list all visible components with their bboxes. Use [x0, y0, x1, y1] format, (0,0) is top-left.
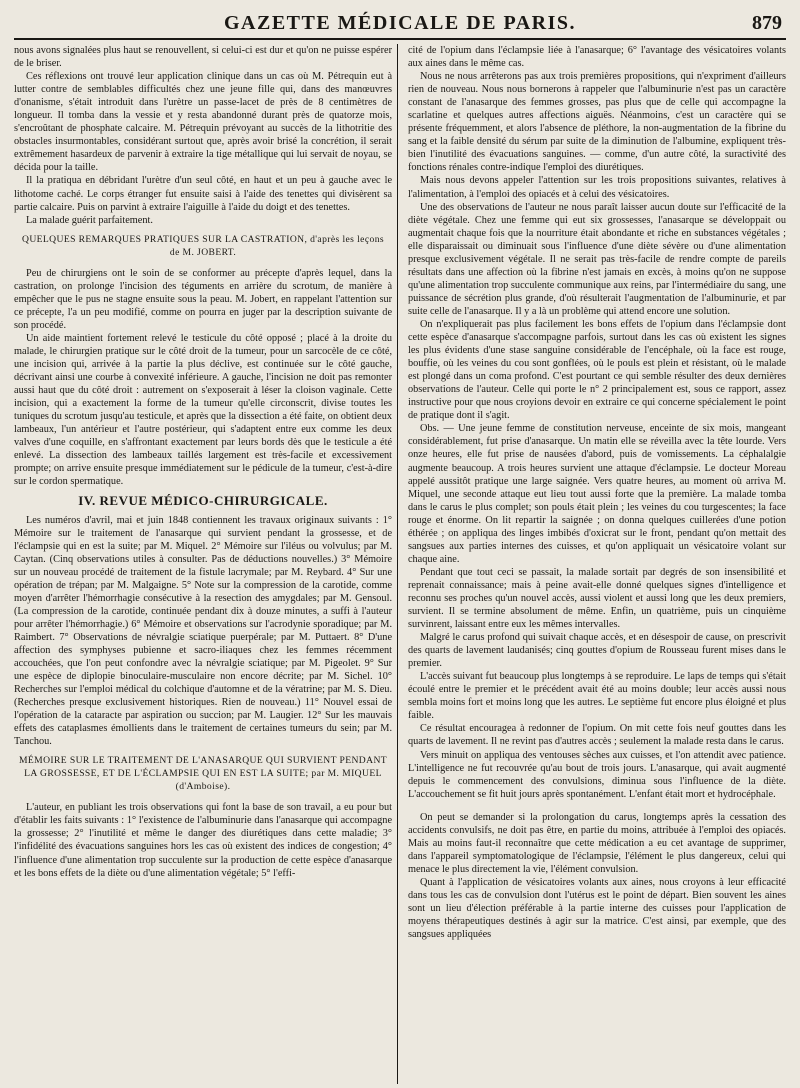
paragraph: Il la pratiqua en débridant l'urètre d'un seul côté, en haut et un peu à gauche avec le lithotome caché. Le corps étranger fut ensuite saisi à l'aide des tenettes qui divisèrent sa partie calcaire. Puis on parvint à extraire l'aiguille à l'aide du doigt et des tenettes.	[14, 175, 393, 213]
paragraph: Obs. — Une jeune femme de constitution nerveuse, enceinte de six mois, mangeant considérablement, fut prise d'anasarque. Un matin elle se réveilla avec la tête lourde. Vers onze heures, elle fut prise de nausées d'abord, puis de vomissements. La céphalalgie augmente beaucoup. A trois heures survient une attaque d'éclampsie. Le docteur Moreau appelé aussitôt pratique une large saignée. Vers quatre heures, au moment où arriva M. Miquel, une seconde attaque eut lieu tout aussi forte que la première. La malade tomba dans le carus le plus complet; son pouls était plein ; les veines du cou turgescentes; la face rouge et énorme. On lit repartir la saignée ; on donna quelques cuillerées d'une potion éthérée ; on appliqua des linges imbibés d'oxicrat sur le front, pendant qu'on mettait des sangsues aux parties internes des cuisses, et qu'on appliquait un vésicatoire volant sur chaque aine.	[407, 423, 786, 565]
paragraph: La malade guérit parfaitement.	[26, 214, 153, 226]
paragraph: Quant à l'application de vésicatoires volants aux aines, nous croyons à leur efficacité dans tous les cas de convulsion dont l'utérus est le point de départ. Bien souvent les aines sont un lieu d'élection préférable à la partie interne des cuisses pour l'application de moyens thérapeutiques destinés à agir sur la matrice. C'est ainsi, par exemple, que des sangsues appliquées	[407, 876, 786, 941]
page-number: 879	[752, 12, 782, 34]
paragraph: On n'expliquerait pas plus facilement les bons effets de l'opium dans l'éclampsie dont cette espèce d'anasarque s'accompagne parfois, surtout dans les cas où existent les signes les plus évidents d'une stase sanguine considérable de l'encéphale, où la face est rouge, bouffie, où les veines du cou sont gonflées, où le pouls est plein et résistant, où le malade est plongé dans un coma profond. C'est pourtant ce qui semble résulter des deux dernières observations de l'auteur. Celle qui porte le n° 2 principalement est, sous ce rapport, assez instructive pour que nous croyions devoir en extraire ce qui concerne spécialement le point de pratique dont il s'agit.	[407, 318, 786, 422]
paragraph: Vers minuit on appliqua des ventouses sèches aux cuisses, et l'on attendit avec patience. L'intelligence ne fut recouvrée qu'au bout de trois jours. L'anasarque, qui avait augmenté depuis le commencement des convulsions, diminua sous l'influence de la diète. L'accouchement se fit huit jours après spontanément. L'enfant était mort et hydrocéphale.	[407, 749, 786, 800]
paragraph: Peu de chirurgiens ont le soin de se conformer au précepte d'après lequel, dans la castration, on prolonge l'incision des téguments en arrière du scrotum, de manière à empêcher que le pus ne stagne ensuite sous la peau. M. Jobert, en rappelant l'attention sur ce précepte, l'a un peu modifié, comme on pourra en juger par la description suivante de son procédé.	[14, 267, 393, 331]
column-rule	[397, 44, 408, 1084]
paragraph: Nous ne nous arrêterons pas aux trois premières propositions, qui n'expriment d'ailleurs rien de nouveau. Nous nous bornerons à rappeler que l'albuminurie n'est pas un caractère constant de l'anasarque des femmes grosses, pas plus que de celle qui accompagne la scarlatine et quelques autres affections aiguës. Néanmoins, c'est un caractère qui se présente fréquemment, et alors l'absence de pléthore, la non-augmentation de la fibrine du sang et la faible densité du sérum par suite de la diminution de l'albumine, expliquent très-bien l'inutilité des évacuations sanguines. — comme, d'un autre côté, la suractivité des fonctions rénales contre-indique l'emploi des diurétiques.	[407, 71, 786, 174]
left-column	[14, 44, 392, 1084]
paragraph: Ces réflexions ont trouvé leur application clinique dans un cas où M. Pétrequin eut à lutter contre de semblables difficultés chez une jeune fille qui, dans des manœuvres d'onanisme, s'était introduit dans l'urètre un passe-lacet de près de 8 centimètres de longueur. Il tomba dans la vessie et y resta abandonné durant près de quatorze mois, s'encroûtant de phosphate calcaire. M. Pétrequin prévoyant au succès de la lithotritie des obstacles insurmontables, considérant surtout que, après avoir brisé la concrétion, il serait extrêmement hasardeux de parvenir à extraire la tige métallique qui lui servait de noyau, se décida pour la taille.	[14, 71, 393, 174]
paragraph: Les numéros d'avril, mai et juin 1848 contiennent les travaux originaux suivants : 1° Mémoire sur le traitement de l'anasarque qui survient pendant la grossesse, et de l'éclampsie qui en est la suite; par M. Miquel. 2° Mémoire sur l'iléus ou volvulus; par M. Caytan. (Cinq observations utiles à consulter. Pas de déductions nouvelles.) 3° Mémoire sur un nouveau procédé de traitement de la fistule lacrymale; par M. Reybard. 4° Sur une opération de trépan; par M. Malgaigne. 5° Note sur la compression de la carotide, comme moyen d'arrêter l'hémorrhagie consécutive à la resection des amygdales; par M. Gensoul. (La compression de la carotide, continuée pendant dix à douze minutes, a suffi à l'auteur pour arrêter l'hémorrhagie.) 6° Mémoire et observations sur l'acrodynie sporadique; par M. Raimbert. 7° Observations de névralgie sciatique puerpérale; par M. Puttaert. 8° D'une affection des symphyses pubienne et sacro-iliaques chez les femmes récemment accouchées, que l'on peut confondre avec la névralgie sciatique; par M. Pigeolet. 9° Sur une espèce de diplopie binoculaire-musculaire non encore décrite; par M. Sichel. 10° Recherches sur l'emploi médical du colchique d'automne et de la vératrine; par M. S. Dieu. (Recherches presque exclusivement historiques. Rien de nouveau.) 11° Nouvel essai de l'opération de la cataracte par aspiration ou succion; par M. Laugier. 12° Sur les mauvais effets des cataplasmes émollients dans le traitement de certaines tumeurs du sein; par M. Tanchou.	[14, 514, 393, 748]
paragraph: Malgré le carus profond qui suivait chaque accès, et en désespoir de cause, on prescrivit des quarts de lavement laudanisés; cinq gouttes d'opium de Rousseau furent mises dans le premier.	[407, 632, 786, 670]
text-columns	[14, 44, 786, 1084]
section-heading-castration: QUELQUES REMARQUES PRATIQUES SUR LA CASTRATION, d'après les leçons de M. JOBERT.	[21, 233, 385, 258]
section-heading-revue: IV. REVUE MÉDICO-CHIRURGICALE.	[78, 493, 328, 509]
page-header	[14, 8, 786, 40]
paragraph: L'accès suivant fut beaucoup plus longtemps à se reproduire. Le laps de temps qui s'était écoulé entre le premier et le précédent avait été au moins double; leur accès aussi nous sembla moins fort et moins long que les autres. Le septième fut encore plus éloigné et plus faible.	[407, 671, 786, 722]
paragraph: On peut se demander si la prolongation du carus, longtemps après la cessation des accidents convulsifs, ne doit pas être, en partie du moins, attribuée à l'emploi des opiacés. Mais au moins faut-il reconnaître que cette médication a eu cet avantage de supprimer, dans l'appareil symptomatologique de l'éclampsie, l'élément le plus dangereux, celui qui menace le plus directement la vie, l'élément convulsion.	[407, 811, 786, 875]
section-heading-memoire: MÉMOIRE SUR LE TRAITEMENT DE L'ANASARQUE QUI SURVIENT PENDANT LA GROSSESSE, ET DE L'ÉCLAMPSIE QUI EN EST LA SUITE; par M. MIQUEL (d'Amboise).	[18, 755, 388, 793]
journal-title: GAZETTE MÉDICALE DE PARIS.	[223, 12, 577, 34]
paragraph: Mais nous devons appeler l'attention sur les trois propositions suivantes, relatives à l'alimentation, à l'emploi des opiacés et à celui des vésicatoires.	[407, 175, 786, 200]
paragraph: Un aide maintient fortement relevé le testicule du côté opposé ; placé à la droite du malade, le chirurgien pratique sur le côté droit de la tumeur, pour un sarcocèle de ce côté, une incision qui, arrivée à la partie la plus déclive, est continuée sur le côté gauche, décrivant ainsi une courbe à convexité inférieure. A gauche, l'incision ne doit pas remonter aussi haut que du côté droit : autrement on s'exposerait à léser la cloison vaginale. Cette incision, qui a exactement la forme de la tumeur qu'elle circonscrit, divise toutes les tuniques du scrotum jusqu'au testicule, et après que la dissection a été faite, on obtient deux lambeaux, l'un antérieur et l'autre postérieur, qui s'adaptent entre eux comme les deux valves d'une coquille, en s'affrontant exactement par leurs bords dès que le testicule a été enlevé. La dissection des lambeaux taillés largement est très-facile et excessivement prompte; on arrive ensuite presque immédiatement sur le pédicule de la tumeur, c'est-à-dire sur le cordon spermatique.	[14, 332, 393, 488]
paragraph: Ce résultat encouragea à redonner de l'opium. On mit cette fois neuf gouttes dans les quarts de lavement. Il ne revint pas d'autres accès ; seulement la malade resta dans le carus.	[407, 723, 786, 748]
paragraph: nous avons signalées plus haut se renouvellent, si celui-ci est dur et qu'on ne puisse espérer de le briser.	[14, 45, 393, 70]
right-column	[408, 44, 786, 1084]
paragraph: cité de l'opium dans l'éclampsie liée à l'anasarque; 6° l'avantage des vésicatoires volants aux aines dans le même cas.	[407, 45, 786, 70]
paragraph: L'auteur, en publiant les trois observations qui font la base de son travail, a eu pour but d'établir les faits suivants : 1° l'existence de l'albuminurie dans l'anasarque qui accompagne la grossesse; 2° l'inutilité et même le danger des diurétiques dans cette maladie; 3° l'infidélité des évacuations sanguines hors les cas où existent des indices de congestion; 4° l'influence d'une alimentation trop succulente sur la production de cette espèce d'anasarque et les bons effets de la diète ou d'une alimentation végétale; 5° l'effi-	[14, 802, 393, 879]
paragraph: Une des observations de l'auteur ne nous paraît laisser aucun doute sur l'efficacité de la diète végétale. Chez une femme qui eut six grossesses, l'anasarque se développait ou augmentait chaque fois que la nourriture était abondante et riche en substances végétales ; elle disparaissait ou diminuait sous l'influence d'une diète sévère ou d'une alimentation presque exclusivement végétale. Il ne serait pas très-facile de rendre compte de pareils résultats dans une affection où la fibrine n'est jamais en excès, à moins qu'on ne suppose qu'une alimentation trop succulente communique aux reins, par l'intermédiaire du sang, une puissance de sécrétion plus grande, d'où résulterait l'augmentation de l'albuminurie, et par suite celle de l'anasarque. Il y a là un problème qui attend encore une solution.	[407, 201, 786, 317]
paragraph: Pendant que tout ceci se passait, la malade sortait par degrés de son insensibilité et reprenait connaissance; mais à peine avait-elle donné quelques signes d'intelligence et reconnu ses proches qu'un nouvel accès, aussi violent et aussi long que les deux premiers, survient. Il se termine absolument de même. Enfin, un quatrième, puis un cinquième survinrent, laissant entre eux les mêmes intervalles.	[407, 566, 786, 631]
